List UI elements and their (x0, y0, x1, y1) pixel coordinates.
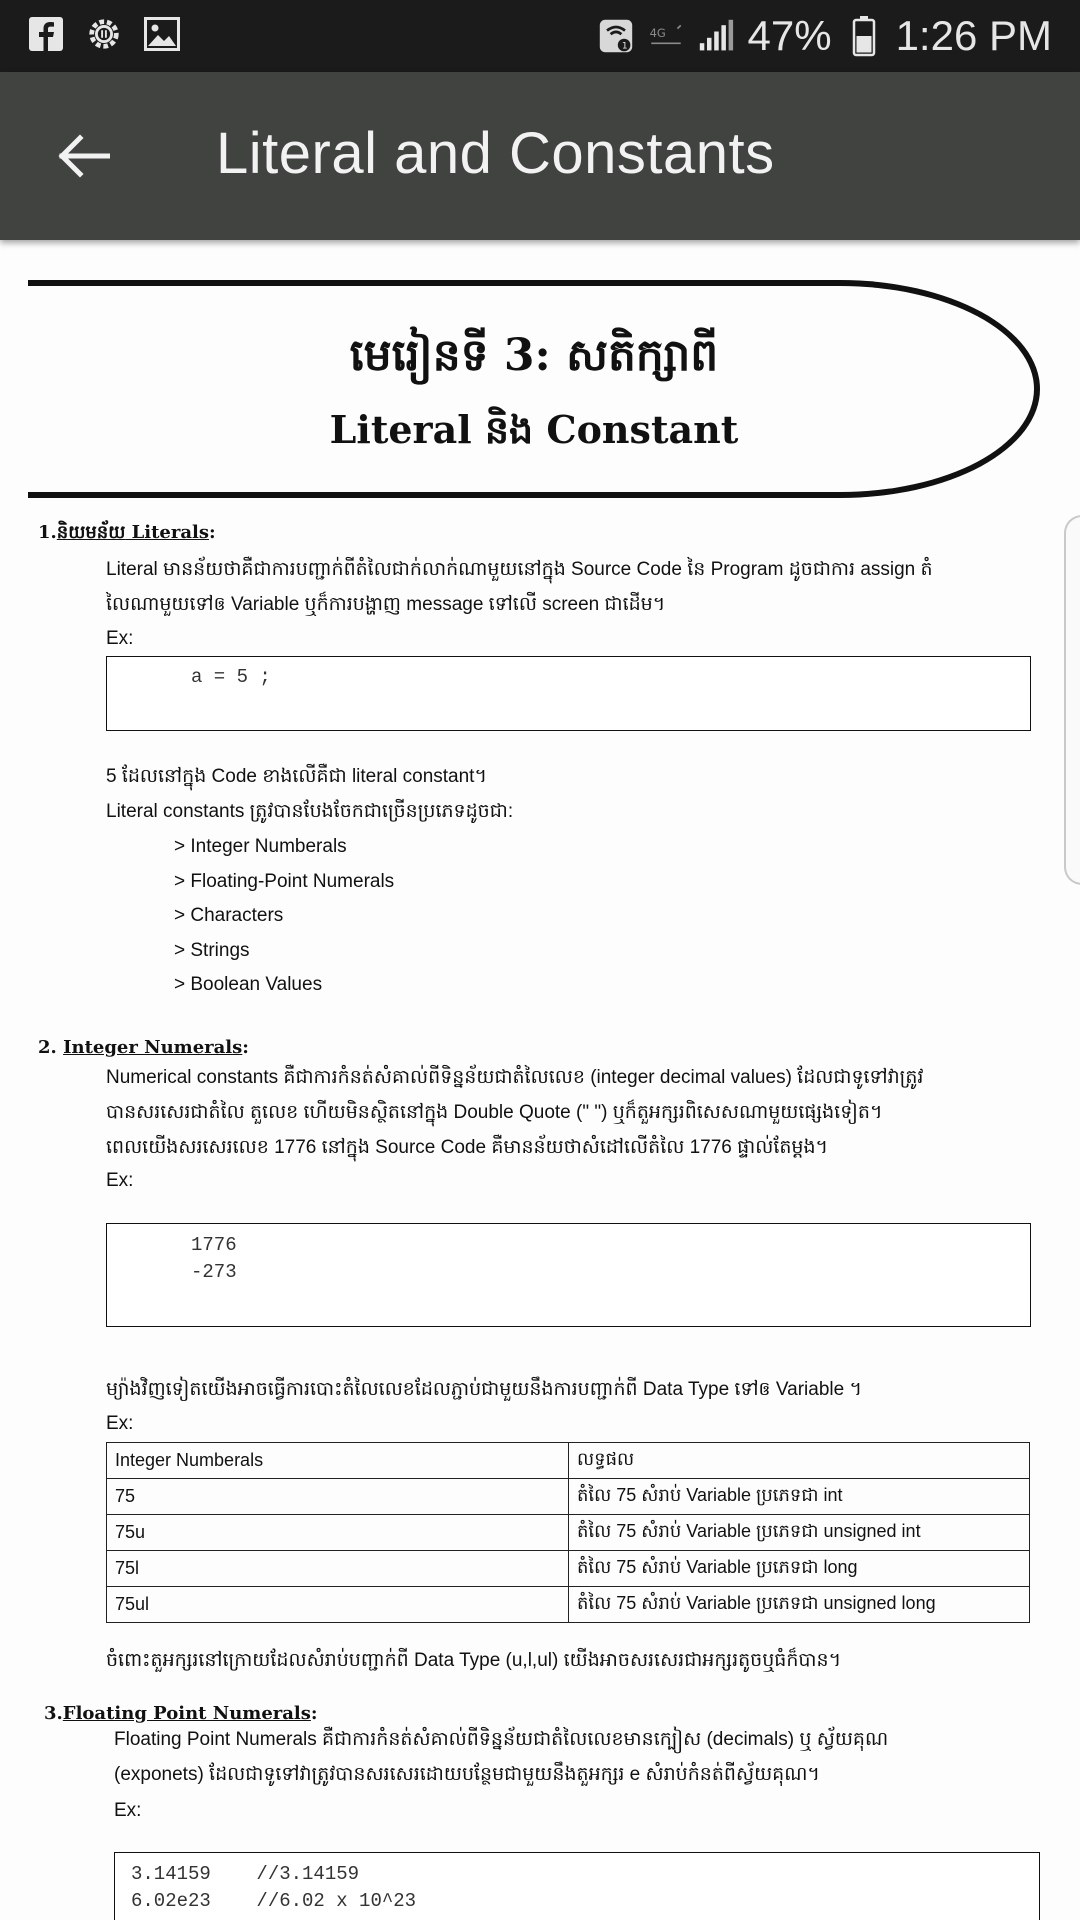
code-box-literal (106, 656, 1031, 731)
battery-percent: 47% (747, 12, 832, 59)
list-item: > Integer Numberals (174, 836, 347, 857)
notification-icons (28, 14, 180, 54)
section3-ex-label: Ex: (114, 1800, 142, 1821)
app-bar (0, 72, 1080, 240)
image-icon (144, 14, 180, 54)
table-cell: 75l (107, 1551, 569, 1587)
section1-paragraph: Literal មានន័យថាគឺជាការបញ្ជាក់ពីតំលៃជាក់លាក់ណាមួយនៅក្នុង Source Code នៃ Program ដូចជាការ assign តំ លៃណាមួយទៅឲ Variable ឬក៏ការបង្ហាញ message ទៅលើ screen ជាដើម។ (106, 559, 933, 615)
settings-icon (86, 14, 122, 54)
table-cell: តំលៃ 75 សំរាប់ Variable ប្រភេទជា long (569, 1551, 1030, 1587)
clock: 1:26 PM (895, 12, 1052, 59)
section2-heading: 2. Integer Numerals: (38, 1037, 249, 1058)
table-cell: 75ul (107, 1587, 569, 1623)
back-arrow-icon (58, 134, 110, 178)
section1-ex-label: Ex: (106, 628, 134, 649)
signal-icon (698, 16, 734, 56)
code-line: -273 (191, 1261, 237, 1283)
wifi-calling-icon (598, 16, 634, 56)
table-header-cell: Integer Numberals (107, 1443, 569, 1479)
section2-after-text: ម្យ៉ាងវិញទៀតយើងអាចធ្វើការបោះតំលៃលេខដែលភ្ជាប់ជាមួយនឹងការបញ្ជាក់ពី Data Type ទៅឲ Variable ។ (106, 1379, 862, 1400)
table-cell: តំលៃ 75 សំរាប់ Variable ប្រភេទជា unsigned int (569, 1515, 1030, 1551)
code-line: 3.14159 //3.14159 (131, 1863, 360, 1885)
section3-heading: 3.Floating Point Numerals: (44, 1703, 318, 1724)
table-cell: 75u (107, 1515, 569, 1551)
section1-heading: 1.និយមន័យ Literals: (38, 522, 216, 543)
section1-after-text: 5 ដែលនៅក្នុង Code ខាងលើគឺជា literal constant។ Literal constants ត្រូវបានបែងចែកជាច្រើនប្រភេទដូចជា: (106, 766, 514, 822)
table-row (107, 1587, 1030, 1623)
table-header-cell: លទ្ធផល (569, 1443, 1030, 1479)
table-row (107, 1551, 1030, 1587)
facebook-icon (28, 14, 64, 54)
section2-paragraph: Numerical constants គឺជាការកំនត់សំគាល់ពីទិន្នន័យជាតំលៃលេខ (integer decimal values) ដែលជាទូទៅវាត្រូវ បានសរសេរជាតំលៃ តួលេខ ហើយមិនស្ថិតនៅក្នុង Double Quote (" ") ឬក៏តួអក្សរពិសេសណាមួយផ្សេងទៀត។ ពេលយើងសរសេរលេខ 1776 នៅក្នុង Source Code គឺមានន័យថាសំដៅលើតំលៃ 1776 ផ្ទាល់តែម្តង។ (106, 1067, 924, 1158)
table-cell: តំលៃ 75 សំរាប់ Variable ប្រភេទជា unsigned long (569, 1587, 1030, 1623)
code-box-integers (106, 1223, 1031, 1327)
table-row (107, 1515, 1030, 1551)
edge-panel-handle[interactable] (1064, 515, 1080, 885)
volte-icon (648, 16, 684, 56)
section3-paragraph: Floating Point Numerals គឺជាការកំនត់សំគាល់ពីទិន្នន័យជាតំលៃលេខមានក្បៀស (decimals) ឬ ស្វ័យគុណ (exponets) ដែលជាទូទៅវាត្រូវបានសរសេរដោយបន្ថែមជាមួយនឹងតួអក្សរ e សំរាប់កំនត់ពីស្វ័យគុណ។ (114, 1729, 889, 1785)
back-button[interactable] (52, 124, 116, 188)
table-cell: តំលៃ 75 សំរាប់ Variable ប្រភេទជា int (569, 1479, 1030, 1515)
list-item: > Boolean Values (174, 974, 323, 995)
integer-suffix-table (106, 1442, 1030, 1623)
code-line: 6.02e23 //6.02 x 10^23 (131, 1890, 417, 1912)
table-cell: 75 (107, 1479, 569, 1515)
status-bar (0, 0, 1080, 72)
system-status (598, 8, 1052, 64)
list-item: > Floating-Point Numerals (174, 871, 395, 892)
code-line: 1776 (191, 1234, 237, 1256)
lesson-title-khmer: មេរៀនទី 3: សតិក្សាពី (349, 330, 719, 381)
section2-ex-label: Ex: (106, 1170, 134, 1191)
battery-icon (846, 16, 882, 56)
list-item: > Strings (174, 940, 250, 961)
lesson-title-english: Literal និង Constant (329, 407, 739, 452)
code-line: a = 5 ; (191, 666, 271, 688)
lesson-banner (28, 280, 1040, 498)
section2-footer-text: ចំពោះតួអក្សរនៅក្រោយដែលសំរាប់បញ្ជាក់ពី Data Type (u,l,ul) យើងអាចសរសេរជាអក្សរតូចឬធំក៏បាន។ (106, 1650, 842, 1671)
svg-text:1: 1 (621, 41, 628, 52)
table-row (107, 1479, 1030, 1515)
table-header-row (107, 1443, 1030, 1479)
page-title: Literal and Constants (216, 121, 775, 186)
section2-ex-label-2: Ex: (106, 1413, 134, 1434)
list-item: > Characters (174, 905, 284, 926)
code-box-floats (114, 1852, 1040, 1920)
svg-text:4G: 4G (649, 25, 666, 40)
